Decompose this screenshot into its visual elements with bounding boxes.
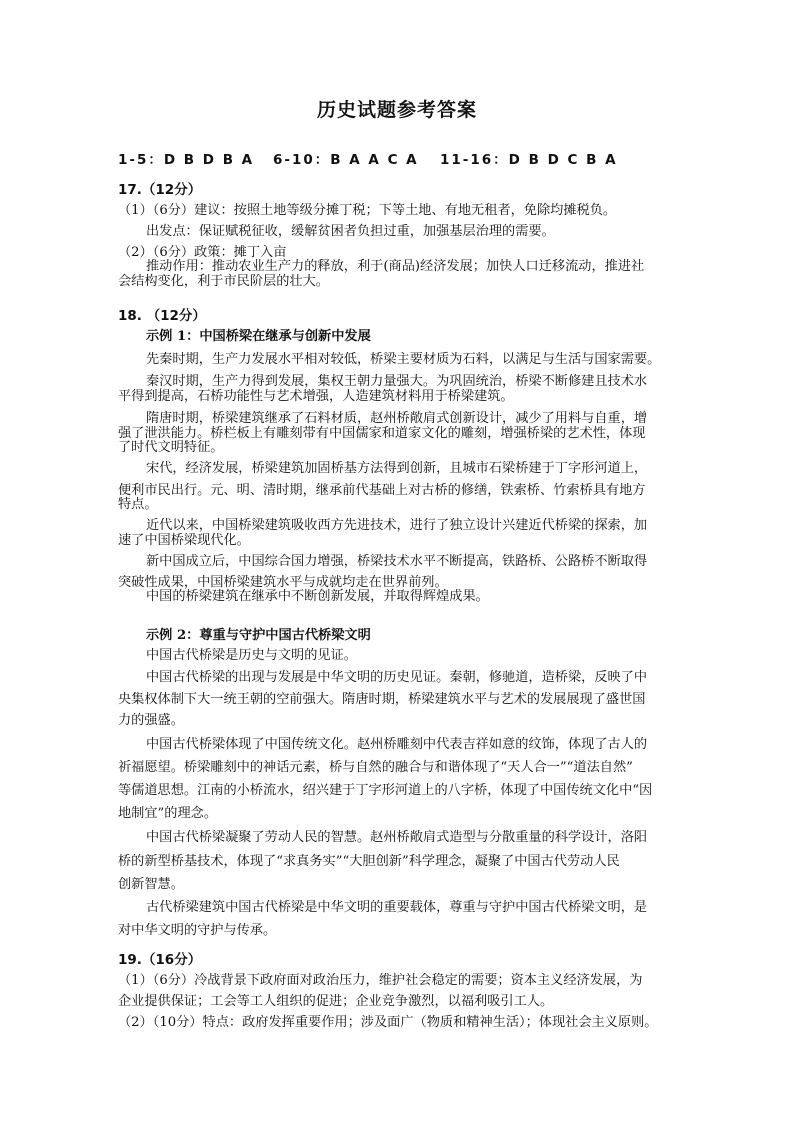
- q18-ex1-line: 速了中国桥梁现代化。: [118, 533, 250, 548]
- q18-ex1-line: 平得到提高，石桥功能性与艺术增强，人造建筑材料用于桥梁建筑。: [118, 389, 514, 404]
- page-title: 历史试题参考答案: [316, 99, 477, 121]
- q18-ex2-line: 等儒道思想。江南的小桥流水，绍兴建于丁字形河道上的八字桥，体现了中国传统文化中“因: [118, 783, 653, 798]
- q18-ex2-line: 创新智慧。: [118, 877, 184, 892]
- q18-ex2-line: 中国古代桥梁凝聚了劳动人民的智慧。赵州桥敞肩式造型与分散重量的科学设计，洛阳: [146, 830, 648, 845]
- answer-group-11-16: 11-16：D B D C B A: [440, 152, 618, 168]
- q18-ex2-line: 中国古代桥梁体现了中国传统文化。赵州桥雕刻中代表吉祥如意的纹饰，体现了古人的: [146, 737, 648, 752]
- q18-ex2-line: 央集权体制下大一统王朝的空前强大。隋唐时期，桥梁建筑水平与艺术的发展展现了盛世国: [118, 692, 646, 707]
- q18-ex1-line: 便利市民出行。元、明、清时期，继承前代基础上对古桥的修缮，铁索桥、竹索桥具有地方: [118, 483, 646, 498]
- q18-ex1-line: 隋唐时期，桥梁建筑继承了石料材质，赵州桥敞肩式创新设计，减少了用料与自重，增: [146, 411, 648, 426]
- q18-ex2-line: 中国古代桥梁的出现与发展是中华文明的历史见证。秦朝，修驰道，造桥梁，反映了中: [146, 670, 648, 685]
- q19-line: （1）（6分）冷战背景下政府面对政治压力，维护社会稳定的需要；资本主义经济发展，为: [118, 973, 643, 988]
- q18-ex1-line: 近代以来，中国桥梁建筑吸收西方先进技术，进行了独立设计兴建近代桥梁的探索，加: [146, 518, 648, 533]
- answer-group-1-5: 1-5：D B D B A: [118, 152, 255, 168]
- q19-line: 企业提供保证；工会等工人组织的促进；企业竞争激烈，以福利吸引工人。: [118, 994, 554, 1009]
- q18-ex2-line: 中国古代桥梁是历史与文明的见证。: [146, 648, 357, 663]
- q19-heading: 19.（16分）: [118, 952, 202, 968]
- q17-line: 出发点：保证赋税征收，缓解贫困者负担过重，加强基层治理的需要。: [146, 224, 555, 239]
- q18-ex1-line: 新中国成立后，中国综合国力增强，桥梁技术水平不断提高，铁路桥、公路桥不断取得: [146, 554, 648, 569]
- q18-example2-title: 示例 2：尊重与守护中国古代桥梁文明: [146, 628, 371, 643]
- q18-ex2-line: 地制宜”的理念。: [118, 806, 218, 821]
- q18-ex2-line: 对中华文明的守护与传承。: [118, 923, 277, 938]
- q18-ex2-line: 力的强盛。: [118, 713, 184, 728]
- q18-example1-title: 示例 1：中国桥梁在继承与创新中发展: [146, 329, 371, 344]
- q18-ex1-line: 了时代文明特征。: [118, 440, 224, 455]
- q18-ex1-line: 突破性成果，中国桥梁建筑水平与成就均走在世界前列。: [118, 575, 448, 590]
- q18-ex1-line: 强了泄洪能力。桥栏板上有雕刻带有中国儒家和道家文化的雕刻，增强桥梁的艺术性，体现: [118, 426, 646, 441]
- q18-ex1-line: 中国的桥梁建筑在继承中不断创新发展，并取得辉煌成果。: [146, 589, 489, 604]
- q18-ex2-line: 古代桥梁建筑中国古代桥梁是中华文明的重要载体，尊重与守护中国古代桥梁文明，是: [146, 900, 648, 915]
- q18-ex2-line: 桥的新型桥基技术，体现了“求真务实”“大胆创新”科学理念，凝聚了中国古代劳动人民: [118, 854, 620, 869]
- q18-ex1-line: 宋代，经济发展，桥梁建筑加固桥基方法得到创新，且城市石梁桥建于丁字形河道上，: [146, 461, 648, 476]
- q18-ex1-line: 先秦时期，生产力发展水平相对较低，桥梁主要材质为石料，以满足与生活与国家需要。: [146, 352, 661, 367]
- q18-ex2-line: 祈福愿望。桥梁雕刻中的神话元素，桥与自然的融合与和谐体现了“天人合一”“道法自然”: [118, 760, 633, 775]
- q18-heading: 18. （12分）: [118, 308, 206, 324]
- answer-group-6-10: 6-10：B A A C A: [273, 152, 419, 168]
- q17-line: 推动作用：推动农业生产力的释放，利于(商品)经济发展；加快人口迁移流动，推进社: [146, 259, 645, 274]
- q17-line: 会结构变化，利于市民阶层的壮大。: [118, 274, 329, 289]
- q17-line: （1）（6分）建议：按照土地等级分摊丁税；下等土地、有地无租者，免除均摊税负。: [118, 203, 617, 218]
- q19-line: （2）（10分）特点：政府发挥重要作用；涉及面广（物质和精神生活）；体现社会主义原则。: [118, 1015, 658, 1030]
- q18-ex1-line: 秦汉时期，生产力得到发展，集权王朝力量强大。为巩固统治，桥梁不断修建且技术水: [146, 374, 648, 389]
- q18-ex1-line: 特点。: [118, 497, 158, 512]
- q17-line: （2）（6分）政策：摊丁入亩: [118, 245, 287, 260]
- q17-heading: 17.（12分）: [118, 182, 202, 198]
